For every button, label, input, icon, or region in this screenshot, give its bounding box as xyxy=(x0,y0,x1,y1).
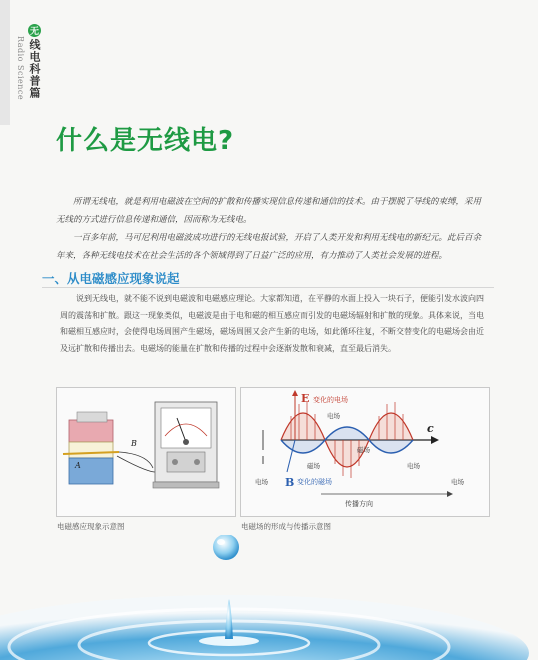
e-symbol: E xyxy=(301,392,310,405)
b-text: 变化的磁场 xyxy=(297,478,332,486)
side-bar xyxy=(0,0,10,125)
top-field-label: 电场 xyxy=(327,412,340,420)
direction-label: 传播方向 xyxy=(345,500,373,508)
section-title: 一、从电磁感应现象说起 xyxy=(42,271,180,286)
side-badge: 无 xyxy=(28,24,41,37)
intro-paragraph-1: 所谓无线电，就是利用电磁波在空间的扩散和传播实现信息传递和通信的技术。由于摆脱了导线的束缚，采用无线的方式进行信息传递和通信，因而称为无线电。 xyxy=(56,197,482,225)
induction-figure xyxy=(56,387,236,517)
mid-field-label-2: 磁场 xyxy=(357,446,370,454)
side-english-label: Radio Science xyxy=(16,36,25,101)
section-divider xyxy=(42,287,494,288)
label-b: B xyxy=(131,439,137,448)
b-symbol: B xyxy=(285,476,295,489)
left-field-label: 电场 xyxy=(255,478,268,486)
far-field-label: 电场 xyxy=(451,478,464,486)
right-field-label: 电场 xyxy=(407,462,420,470)
section-body xyxy=(60,291,490,357)
induction-caption: 电磁感应现象示意图 xyxy=(57,522,125,531)
water-ripple-decoration xyxy=(0,535,538,660)
label-a: A xyxy=(75,461,81,470)
side-chinese-label: 线电科普篇 xyxy=(28,39,41,99)
em-wave-illustration xyxy=(241,388,489,516)
em-wave-figure xyxy=(240,387,490,517)
water-drop-icon xyxy=(213,535,239,560)
section-paragraph-1: 说到无线电，就不能不说到电磁波和电磁感应理论。大家都知道，在平静的水面上投入一块石子，便能引发水波向四周的震荡和扩散。跟这一现象类似，电磁波是由于电和磁的相互感应而引发的电磁场辐射和扩散的现象。具体来说，当电和磁相互感应时，会使得电场周围产生磁场，磁场周围又会产生新的电场，如此循环往复，不断交替变化的电磁场会由近及远扩散和传播出去。电磁场的能量在扩散和传播的过程中会逐渐发散和衰减，直至最后消失。 xyxy=(60,294,484,353)
em-wave-caption: 电磁场的形成与传播示意图 xyxy=(241,522,331,531)
speed-label: c xyxy=(427,422,434,435)
e-text: 变化的电场 xyxy=(313,396,348,404)
mid-field-label: 磁场 xyxy=(307,462,320,470)
induction-illustration xyxy=(57,388,235,516)
intro-text xyxy=(56,193,488,265)
page-title: 什么是无线电? xyxy=(56,126,235,156)
intro-paragraph-2: 一百多年前，马可尼利用电磁波成功进行的无线电报试验，开启了人类开发和利用无线电的新纪元。此后百余年来，各种无线电技术在社会生活的各个领域得到了日益广泛的应用，有力推动了人类社会发展的进程。 xyxy=(56,233,482,261)
